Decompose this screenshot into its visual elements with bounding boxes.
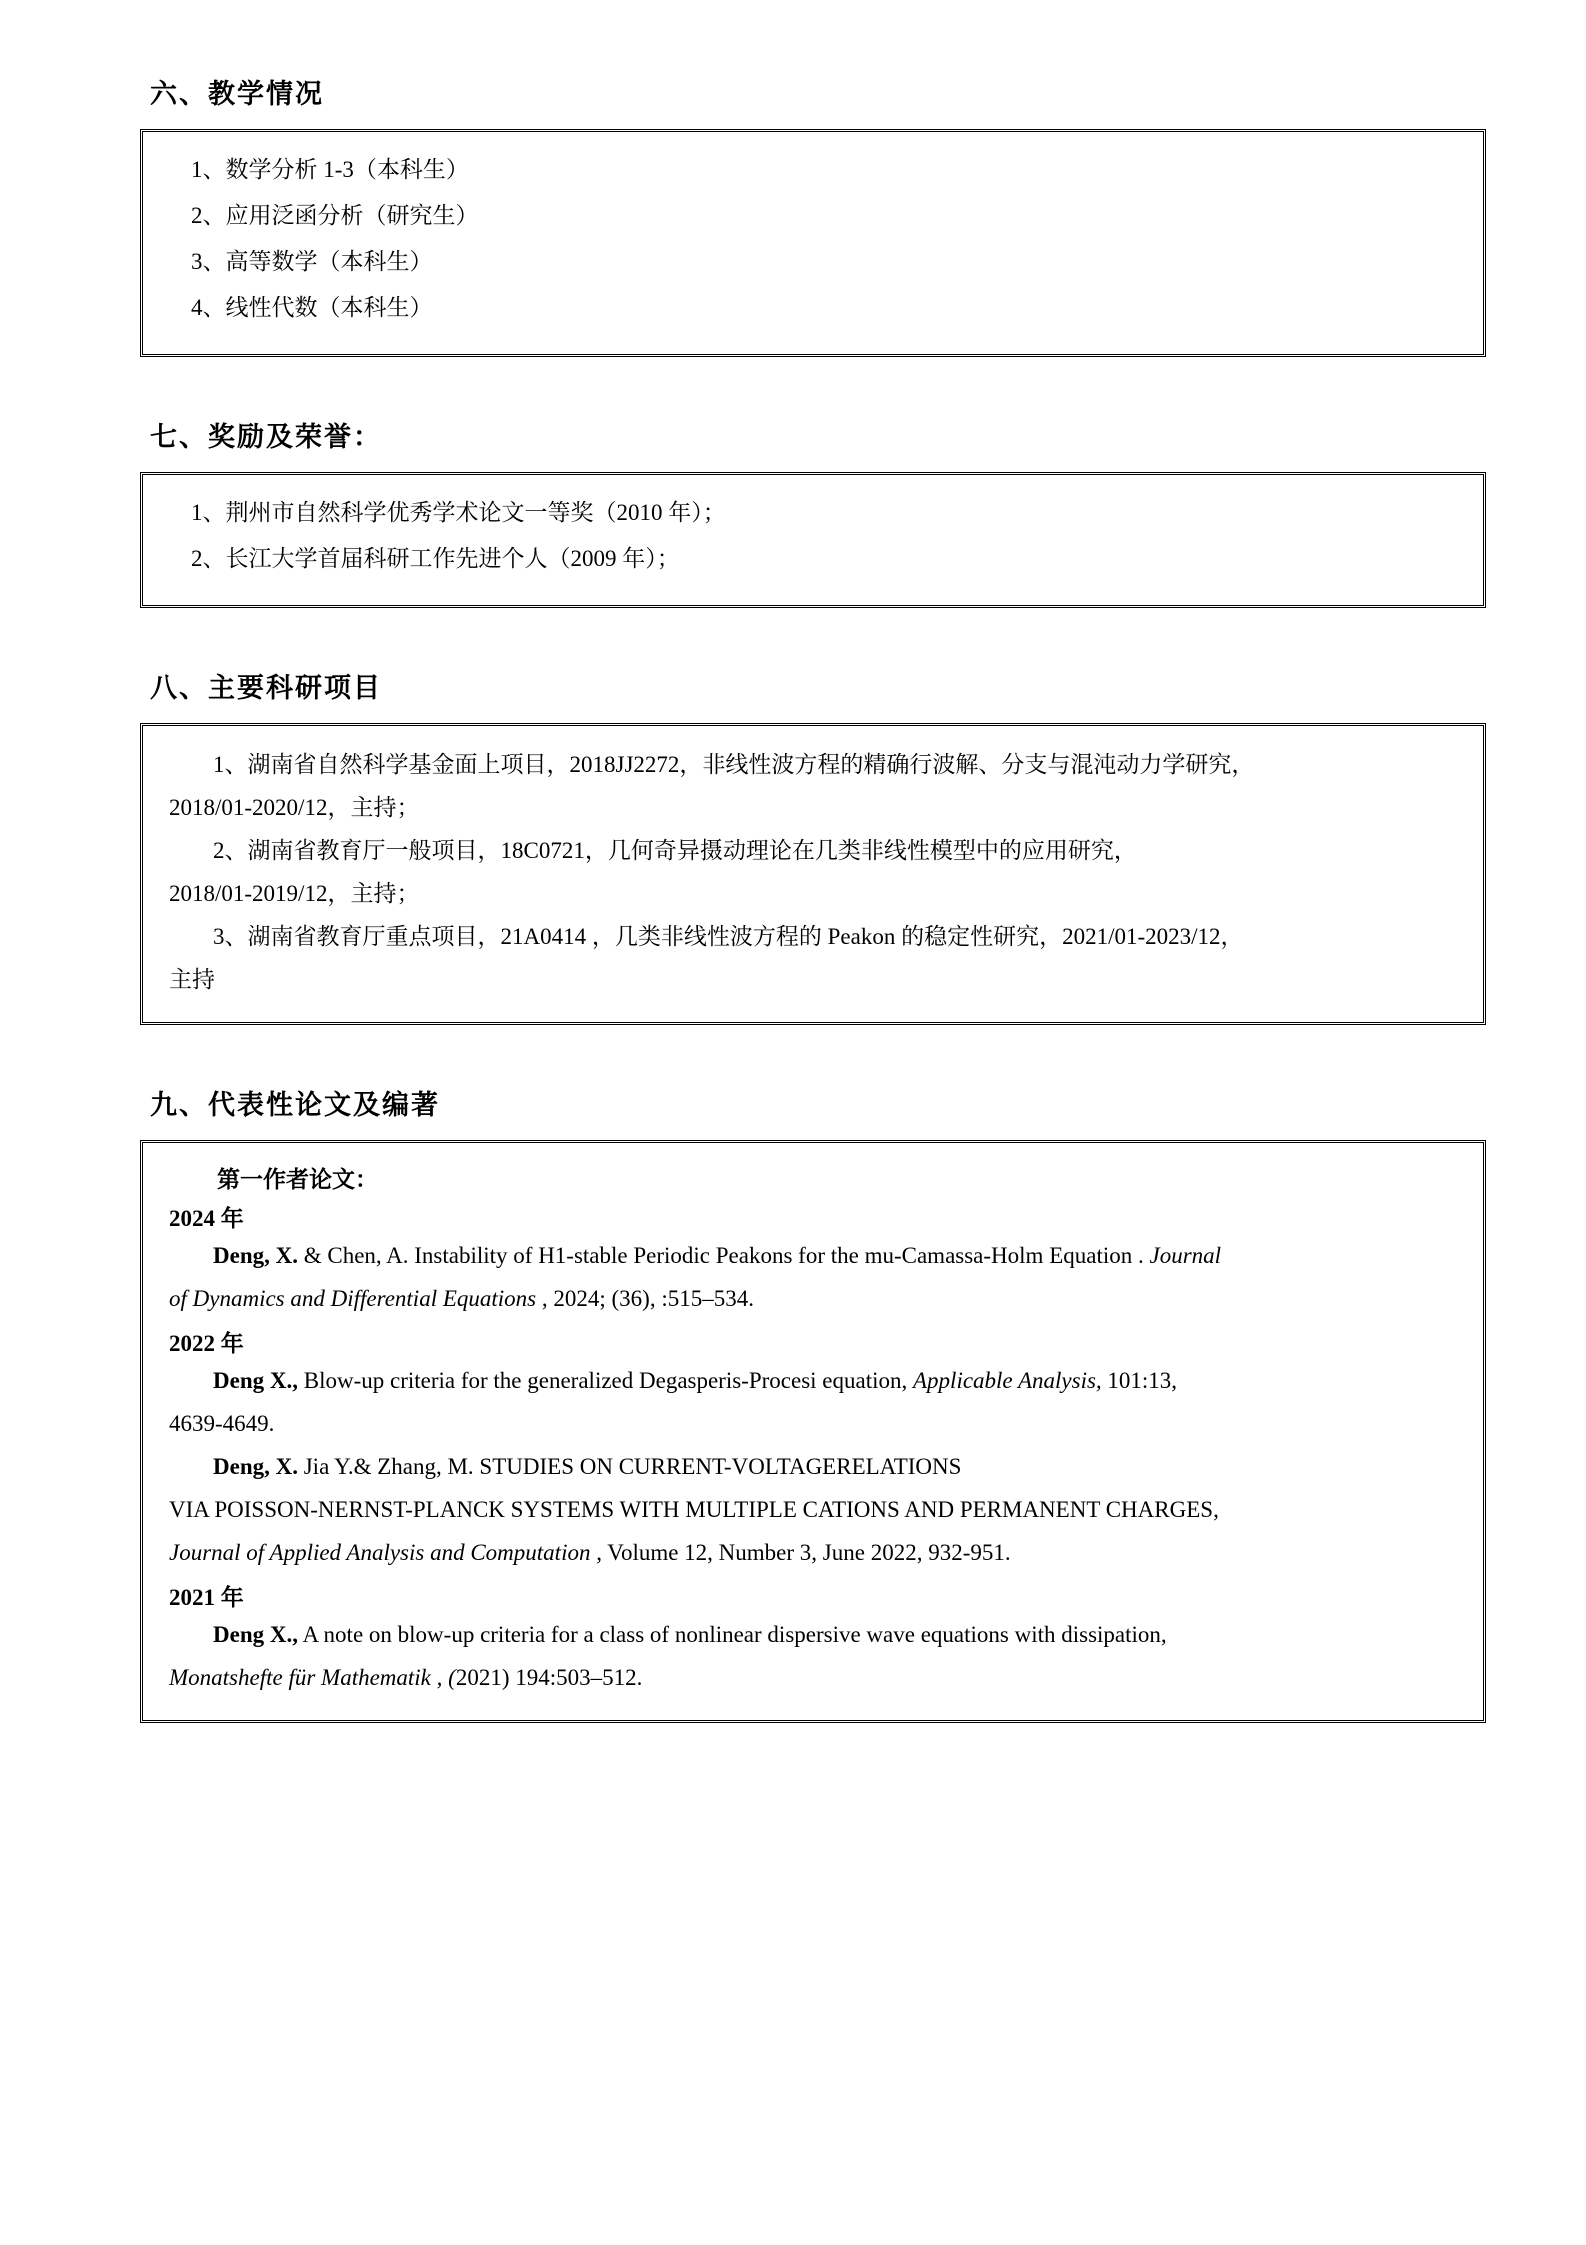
publication-line	[169, 1446, 1457, 1487]
publication-text-run: Jia Y.& Zhang, M. STUDIES ON CURRENT-VOLTAGERELATIONS	[297, 1454, 962, 1479]
publication-line	[169, 1278, 1457, 1319]
publications-subtitle: 第一作者论文：	[217, 1167, 378, 1192]
document-content	[140, 0, 1486, 1723]
publication-entry	[169, 1235, 1457, 1319]
publication-text-run: 2021) 194:503–512.	[455, 1665, 643, 1690]
publication-text-run: & Chen, A. Instability of H1-stable Periodic Peakons for the mu-Camassa-Holm Equation .	[297, 1243, 1150, 1268]
list-item: 2、应用泛函分析（研究生）	[191, 203, 479, 228]
project-line: 2、湖南省教育厅一般项目，18C0721，几何奇异摄动理论在几类非线性模型中的应用研究，	[213, 838, 1137, 863]
publication-text-run: 101:13,	[1101, 1368, 1178, 1393]
publication-text-run: Journal of Applied Analysis and Computation	[169, 1540, 597, 1565]
publication-text-run: of Dynamics and Differential Equations	[169, 1286, 542, 1311]
section-heading-awards: 七、奖励及荣誉：	[150, 422, 382, 452]
publication-text-run: , Volume 12, Number 3, June 2022, 932-951.	[596, 1540, 1011, 1565]
publication-text-run: Applicable Analysis,	[913, 1368, 1102, 1393]
section-heading-publications: 九、代表性论文及编著	[150, 1090, 440, 1120]
publication-line	[169, 1235, 1457, 1276]
teaching-box	[140, 129, 1486, 357]
publication-line	[169, 1360, 1457, 1401]
projects-box	[140, 723, 1486, 1025]
publication-text-run: Deng, X.	[213, 1454, 298, 1479]
publication-text-run: A note on blow-up criteria for a class of nonlinear dispersive wave equations with dissipation,	[297, 1622, 1167, 1647]
publication-text-run: Journal	[1149, 1243, 1222, 1268]
project-line: 1、湖南省自然科学基金面上项目，2018JJ2272，非线性波方程的精确行波解、分支与混沌动力学研究，	[213, 752, 1255, 777]
project-line: 2018/01-2020/12，主持；	[169, 795, 420, 820]
publication-text-run: , 2024; (36), :515–534.	[541, 1286, 754, 1311]
section-heading-projects: 八、主要科研项目	[150, 673, 382, 703]
publication-text-run: Deng X.,	[213, 1622, 298, 1647]
list-item: 4、线性代数（本科生）	[191, 295, 433, 320]
publication-text-run: VIA POISSON-NERNST-PLANCK SYSTEMS WITH MULTIPLE CATIONS AND PERMANENT CHARGES,	[169, 1497, 1219, 1522]
list-item: 1、数学分析 1-3（本科生）	[191, 157, 469, 182]
publication-line	[169, 1403, 1457, 1444]
project-line: 2018/01-2019/12，主持；	[169, 881, 420, 906]
publication-text-run: Deng, X.	[213, 1243, 298, 1268]
publications-box	[140, 1140, 1486, 1723]
publication-year-label: 2021 年	[169, 1585, 244, 1610]
list-item: 2、长江大学首届科研工作先进个人（2009 年）；	[191, 546, 680, 571]
publication-year-label: 2024 年	[169, 1206, 244, 1231]
publication-entry	[169, 1446, 1457, 1573]
list-item: 1、荆州市自然科学优秀学术论文一等奖（2010 年）；	[191, 500, 726, 525]
awards-box	[140, 472, 1486, 608]
publication-line	[169, 1532, 1457, 1573]
publication-line	[169, 1657, 1457, 1698]
publication-line	[169, 1614, 1457, 1655]
project-line: 主持	[169, 967, 215, 992]
project-line: 3、湖南省教育厅重点项目，21A0414 ，几类非线性波方程的 Peakon 的稳定性研究，2021/01-2023/12，	[213, 924, 1244, 949]
publications-year-groups	[169, 1200, 1457, 1698]
publication-text-run: Blow-up criteria for the generalized Degasperis-Procesi equation,	[297, 1368, 913, 1393]
publication-year-label: 2022 年	[169, 1331, 244, 1356]
list-item: 3、高等数学（本科生）	[191, 249, 433, 274]
publication-text-run: Deng X.,	[213, 1368, 298, 1393]
publication-entry	[169, 1360, 1457, 1444]
section-heading-teaching: 六、教学情况	[150, 79, 324, 109]
publication-text-run: Monatshefte für Mathematik , (	[169, 1665, 456, 1690]
publication-line	[169, 1489, 1457, 1530]
publication-entry	[169, 1614, 1457, 1698]
publication-text-run: 4639-4649.	[169, 1411, 275, 1436]
